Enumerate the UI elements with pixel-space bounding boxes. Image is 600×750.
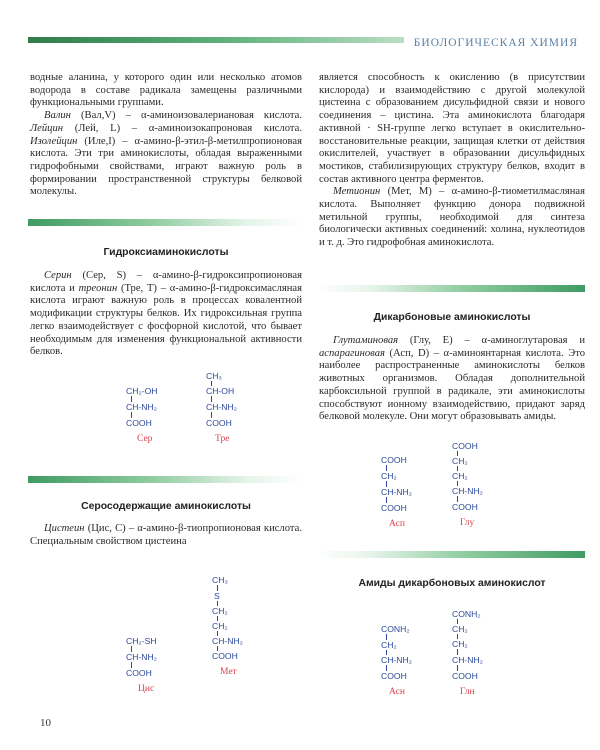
asn-line1: CH₂ [381,640,397,650]
tre-line3: COOH [206,418,232,428]
serine-term: Серин [44,270,72,281]
intro-paragraph: водные аланина, у которого один или несколько атомов водорода в составе радикала замещены различными функциональными группами. [30,72,302,109]
gln-line0: CONH₂ [452,609,481,619]
met-line5: COOH [212,651,238,661]
glu-line1: CH₂ [452,456,468,466]
asn-line2: CH-NH₂ [381,655,413,665]
asp-line0: COOH [381,455,407,465]
section-band-amides [317,551,585,558]
met-line3: CH₂ [212,621,228,631]
cysteine-desc: (Цис, C) – α-амино-β-тиопропионовая кислота. Специальным свойством цистеина [30,523,302,547]
isoleucine-desc: (Иле,I) – α-амино-β-этил-β-метилпропионовая кислота. Эти три аминокислоты, обладая выраженными гидрофобными свойствами, играют важную роль в формировании пространственной структуры белковой молекулы. [30,135,302,198]
valine-term: Валин [44,110,71,122]
tre-line1: CH-OH [206,386,235,396]
asn-line0: CONH₂ [381,624,410,634]
leucine-desc: (Лей, L) – α-аминоизокапроновая кислота. [63,122,302,134]
glu-line2: CH₂ [452,471,468,481]
glu-label: Глу [460,518,475,528]
tre-line0: CH₃ [206,371,222,381]
cysteine-continued-paragraph: является способность к окислению (в присутствии кислорода) и взаимодействию с другой молекулой цистеина с образованием дисульфидной связи и нового соединения – цистина. Эта аминокислота благодаря активной · SH-группе легко вступает в окислительно-восстановительные реакции, защищая клетки от действия окислителей, участвует в образовании дисульфидных мостиков, стабилизирующих структуру белков, входит в состав активного центра ферментов. [319,72,585,185]
cys-line3: COOH [126,668,152,678]
cys-line1: CH₂-SH [126,636,157,646]
cysteine-term: Цистеин [44,523,85,534]
sulfur-block [30,523,302,548]
hydroxy-block [30,270,302,359]
running-header: БИОЛОГИЧЕСКАЯ ХИМИЯ [404,36,582,50]
section-band-dicarb [317,285,585,292]
gln-line2: CH₂ [452,639,468,649]
ser-line3: COOH [126,418,152,428]
asn-line3: COOH [381,671,407,681]
bcaa-paragraph [30,110,302,199]
glu-line3: CH-NH₂ [452,486,484,496]
right-top-block [319,72,585,250]
met-label: Мет [220,667,237,677]
asp-line3: COOH [381,503,407,513]
heading-dicarb: Дикарбоновые аминокислоты [373,312,531,323]
met-line1: S [214,591,220,601]
glutamic-term: Глутаминовая [333,335,399,346]
met-line0: CH₃ [212,575,228,585]
page-number: 10 [40,717,51,729]
met-line2: CH₂ [212,606,228,616]
asp-line1: CH₂ [381,471,397,481]
glutamic-desc: (Глу, E) – α-аминоглутаровая и [398,335,585,346]
heading-hydroxy: Гидроксиаминокислоты [103,247,229,258]
aspartic-term: аспарагиновая [319,347,385,359]
gln-label: Глн [460,687,475,697]
dicarb-block [319,335,585,424]
valine-desc: (Вал,V) – α-аминоизовалериановая кислота. [70,110,302,122]
aspartic-desc: (Асп, D) – α-аминоянтарная кислота. Это наиболее распространенные аминокислоты белков животных организмов. Обладая дополнительной карбоксильной группой в радикале, эти аминокислоты способствуют ионному взаимодействию, придают заряд белковой молекуле. Они могут образовывать амиды. [319,347,585,423]
gln-line3: CH-NH₂ [452,655,484,665]
threonine-term: треонин [78,282,118,294]
ser-label: Сер [137,434,153,444]
threonine-desc: (Тре, T) – α-амино-β-гидроксимасляная кислота играют важную роль в процессах ковалентной модификации структуры белков. Их гидроксильная группа легко взаимодействует с фосфорной кислотой, что бывает необходимым для изменения функциональной активности белков. [30,282,303,358]
gln-line4: COOH [452,671,478,681]
methionine-paragraph [319,186,585,250]
glu-line4: COOH [452,502,478,512]
glu-line0: COOH [452,441,478,451]
asp-line2: CH-NH₂ [381,487,413,497]
left-intro-block [30,72,302,199]
methionine-term: Метионин [333,186,381,198]
section-band-hydroxy [28,219,303,226]
asp-label: Асп [389,519,405,529]
hydroxy-paragraph [30,270,302,359]
tre-label: Тре [215,434,230,444]
leucine-term: Лейцин [30,122,64,134]
cysteine-paragraph [30,523,302,548]
met-line4: CH-NH₂ [212,636,244,646]
cys-label: Цис [138,684,155,694]
ser-line2: CH-NH₂ [126,402,158,412]
heading-sulfur: Серосодержащие аминокислоты [81,501,251,512]
asn-label: Асн [389,687,405,697]
methionine-desc: (Мет, M) – α-амино-β-тиометилмасляная кислота. Выполняет функцию донора подвижной метильной группы, необходимой для синтеза биологически активных соединений: холина, нуклеотидов и т. д. Это гидрофобная аминокислота. [319,186,585,249]
dicarb-paragraph [319,335,585,424]
cys-line2: CH-NH₂ [126,652,158,662]
tre-line2: CH-NH₂ [206,402,238,412]
section-band-sulfur [28,476,303,483]
serine-desc: (Сер, S) – α-амино-β-гидроксипропионовая кислота и [30,270,302,294]
gln-line1: CH₂ [452,624,468,634]
isoleucine-term: Изолейцин [30,135,78,147]
heading-amides: Амиды дикарбоновых аминокислот [358,578,546,589]
ser-line1: CH₂-OH [126,386,158,396]
